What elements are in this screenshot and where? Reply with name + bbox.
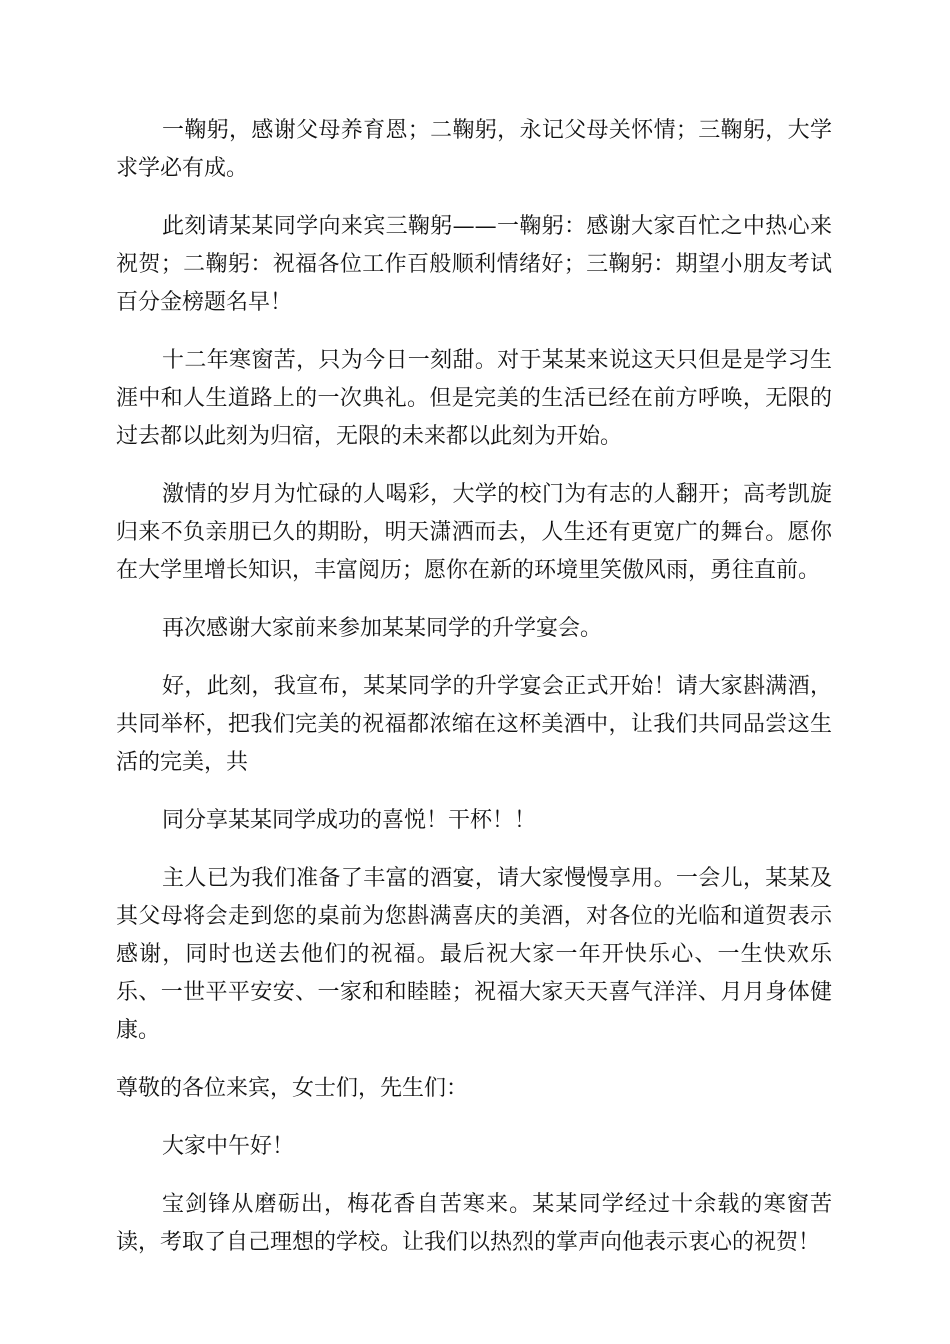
paragraph-bows-parents: 一鞠躬，感谢父母养育恩；二鞠躬，永记父母关怀情；三鞠躬，大学求学必有成。 — [116, 118, 832, 181]
document-body — [116, 112, 832, 1282]
paragraph-banquet: 主人已为我们准备了丰富的酒宴，请大家慢慢享用。一会儿，某某及其父母将会走到您的桌前为您斟满喜庆的美酒，对各位的光临和道贺表示感谢，同时也送去他们的祝福。最后祝大家一年开快乐心、一生快欢乐乐、一世平平安安、一家和和睦睦；祝福大家天天喜气洋洋、月月身体健康。 — [116, 866, 832, 1043]
paragraph-passionate-years: 激情的岁月为忙碌的人喝彩，大学的校门为有志的人翻开；高考凯旋归来不负亲朋已久的期盼，明天潇洒而去，人生还有更宽广的舞台。愿你在大学里增长知识，丰富阅历；愿你在新的环境里笑傲风雨，勇往直前。 — [116, 482, 832, 583]
paragraph-cheers: 同分享某某同学成功的喜悦！干杯！！ — [162, 808, 537, 833]
paragraph-announcement: 好，此刻，我宣布，某某同学的升学宴会正式开始！请大家斟满酒，共同举杯，把我们完美的祝福都浓缩在这杯美酒中，让我们共同品尝这生活的完美，共 — [116, 674, 832, 775]
paragraph-twelve-years: 十二年寒窗苦，只为今日一刻甜。对于某某来说这天只但是是学习生涯中和人生道路上的一次典礼。但是完美的生活已经在前方呼唤，无限的过去都以此刻为归宿，无限的未来都以此刻为开始。 — [116, 348, 832, 449]
paragraph-greeting: 大家中午好！ — [162, 1134, 295, 1159]
paragraph-thanks-again: 再次感谢大家前来参加某某同学的升学宴会。 — [162, 616, 603, 641]
paragraph-sword-plum: 宝剑锋从磨砺出，梅花香自苦寒来。某某同学经过十余载的寒窗苦读，考取了自己理想的学校。让我们以热烈的掌声向他表示衷心的祝贺！ — [116, 1192, 832, 1255]
paragraph-salutation: 尊敬的各位来宾，女士们，先生们： — [116, 1076, 469, 1101]
paragraph-bows-guests: 此刻请某某同学向来宾三鞠躬——一鞠躬：感谢大家百忙之中热心来祝贺；二鞠躬：祝福各位工作百般顺利情绪好；三鞠躬：期望小朋友考试百分金榜题名早！ — [116, 214, 832, 315]
